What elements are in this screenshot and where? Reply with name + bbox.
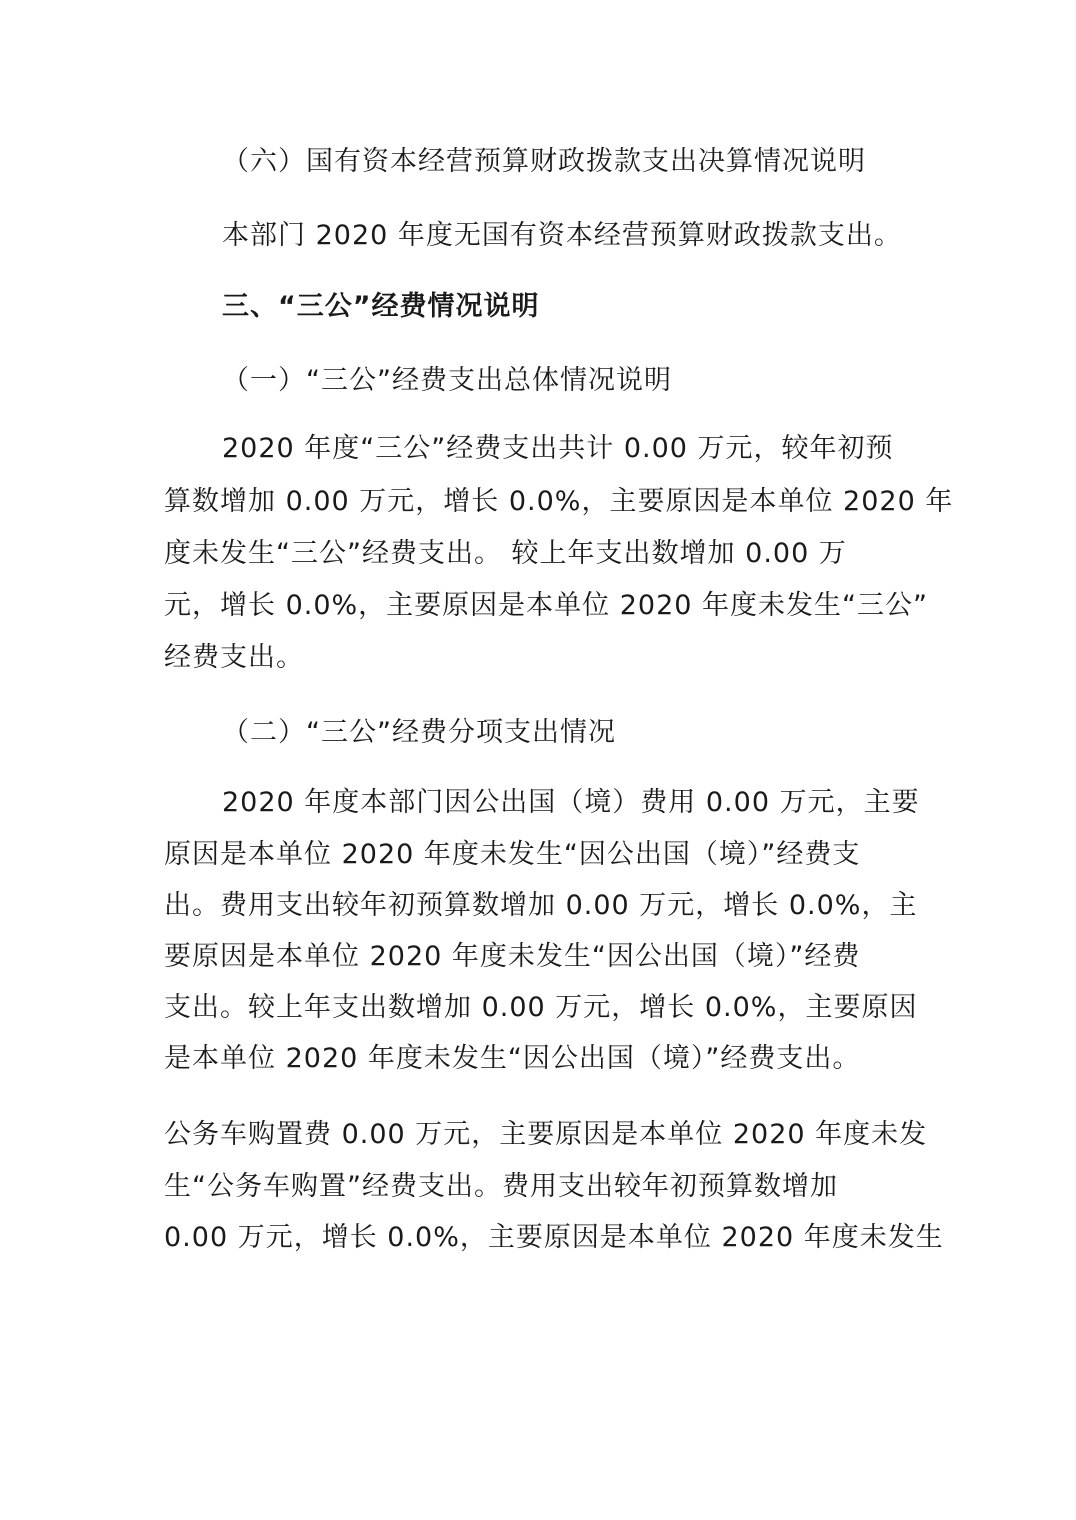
paragraph-line: 支出。较上年支出数增加 0.00 万元，增长 0.0%，主要原因 bbox=[164, 992, 918, 1023]
subsection-heading-state-capital: （六）国有资本经营预算财政拨款支出决算情况说明 bbox=[222, 146, 866, 177]
paragraph-line: 公务车购置费 0.00 万元，主要原因是本单位 2020 年度未发 bbox=[164, 1119, 928, 1150]
paragraph-line: 算数增加 0.00 万元，增长 0.0%，主要原因是本单位 2020 年 bbox=[164, 486, 954, 517]
paragraph-line: 本部门 2020 年度无国有资本经营预算财政拨款支出。 bbox=[222, 220, 902, 251]
paragraph-line: 元，增长 0.0%，主要原因是本单位 2020 年度未发生“三公” bbox=[164, 590, 929, 621]
paragraph-line: 要原因是本单位 2020 年度未发生“因公出国（境）”经费 bbox=[164, 941, 861, 972]
subsection-heading-overall: （一）“三公”经费支出总体情况说明 bbox=[222, 365, 672, 396]
paragraph-line: 经费支出。 bbox=[164, 642, 304, 673]
paragraph-line: 度未发生“三公”经费支出。 较上年支出数增加 0.00 万 bbox=[164, 538, 847, 569]
paragraph-line: 2020 年度本部门因公出国（境）费用 0.00 万元，主要 bbox=[222, 787, 920, 818]
paragraph-line: 出。费用支出较年初预算数增加 0.00 万元，增长 0.0%，主 bbox=[164, 890, 918, 921]
paragraph-line: 生“公务车购置”经费支出。费用支出较年初预算数增加 bbox=[164, 1171, 838, 1202]
paragraph-line: 2020 年度“三公”经费支出共计 0.00 万元，较年初预 bbox=[222, 433, 894, 464]
paragraph-line: 是本单位 2020 年度未发生“因公出国（境）”经费支出。 bbox=[164, 1043, 861, 1074]
subsection-heading-itemized: （二）“三公”经费分项支出情况 bbox=[222, 717, 616, 748]
paragraph-line: 0.00 万元，增长 0.0%，主要原因是本单位 2020 年度未发生 bbox=[164, 1222, 944, 1253]
section-heading-three-public: 三、“三公”经费情况说明 bbox=[222, 291, 540, 322]
paragraph-line: 原因是本单位 2020 年度未发生“因公出国（境）”经费支 bbox=[164, 839, 861, 870]
